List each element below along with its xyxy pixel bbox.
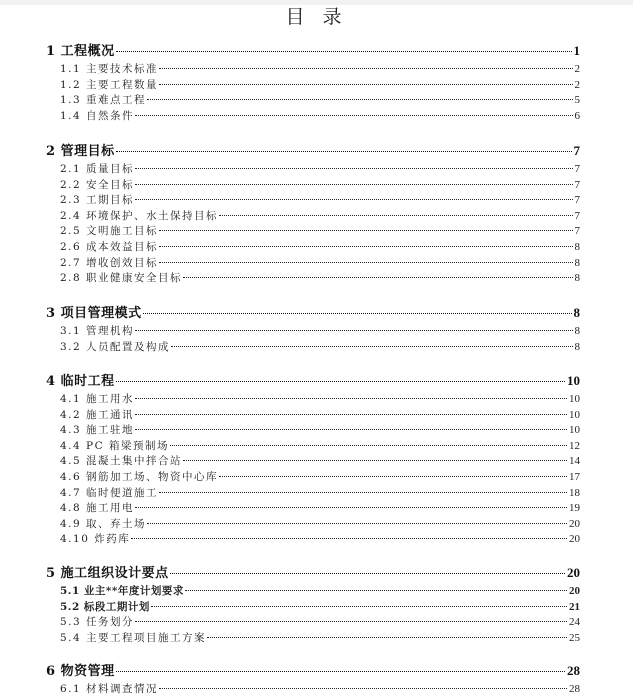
- dot-leader: [219, 475, 567, 477]
- dot-leader: [135, 506, 567, 508]
- toc-page-number: 8: [574, 340, 580, 353]
- toc-page-number: 7: [574, 225, 580, 238]
- toc-entry-label: 4.1 施工用水: [60, 393, 135, 405]
- toc-subsection-2-7[interactable]: [0, 255, 633, 270]
- toc-entry-label: 1.2 主要工程数量: [60, 78, 159, 91]
- toc-page-number: 7: [573, 143, 580, 158]
- toc-section-1[interactable]: [0, 40, 633, 59]
- toc-section-2[interactable]: [0, 140, 633, 159]
- toc-entry-label: 4.3 施工驻地: [60, 424, 135, 437]
- toc-page-number: 8: [574, 325, 580, 337]
- toc-subsection-5-1[interactable]: [0, 583, 633, 598]
- toc-page-number: 28: [569, 683, 580, 695]
- dot-leader: [116, 50, 572, 52]
- toc-entry-label: 4 临时工程: [46, 374, 115, 389]
- dot-leader: [116, 380, 565, 382]
- dot-leader: [135, 167, 572, 169]
- toc-entry-label: 4.7 临时便道施工: [60, 486, 159, 499]
- toc-page-number: 25: [569, 631, 580, 644]
- toc-subsection-4-4[interactable]: [0, 438, 633, 453]
- toc-subsection-4-7[interactable]: [0, 485, 633, 500]
- toc-entry-label: 3.1 管理机构: [60, 325, 135, 337]
- toc-entry-label: 5.1 业主**年度计划要求: [60, 585, 184, 597]
- toc-page-number: 8: [574, 256, 580, 269]
- page-title: 目 录: [285, 6, 348, 28]
- toc-entry-label: 4.5 混凝土集中拌合站: [60, 455, 183, 468]
- toc-entry-label: 6 物资管理: [46, 664, 115, 679]
- toc-subsection-2-3[interactable]: [0, 192, 633, 207]
- dot-leader: [170, 572, 565, 574]
- toc-entry-label: 3.2 人员配置及构成: [60, 340, 171, 353]
- toc-page-number: 19: [569, 502, 580, 515]
- dot-leader: [135, 413, 567, 415]
- dot-leader: [159, 83, 572, 85]
- toc-entry-label: 4.8 施工用电: [60, 502, 135, 515]
- toc-page-number: 12: [569, 439, 580, 452]
- toc-page-number: 20: [569, 585, 580, 597]
- toc-subsection-1-2[interactable]: [0, 77, 633, 92]
- toc-subsection-4-3[interactable]: [0, 422, 633, 437]
- toc-page-number: 21: [569, 600, 580, 613]
- dot-leader: [207, 636, 567, 638]
- toc-entry-label: 2.4 环境保护、水土保持目标: [60, 209, 219, 222]
- toc-subsection-6-1[interactable]: [0, 681, 633, 696]
- toc-section-3[interactable]: [0, 302, 633, 321]
- dot-leader: [135, 620, 567, 622]
- toc-subsection-1-3[interactable]: [0, 92, 633, 107]
- dot-leader: [135, 198, 572, 200]
- toc-subsection-4-5[interactable]: [0, 453, 633, 468]
- toc-entry-label: 2.7 增收创效目标: [60, 256, 159, 269]
- toc-entry-label: 1.3 重难点工程: [60, 94, 147, 107]
- dot-leader: [135, 329, 572, 331]
- toc-page-number: 20: [569, 517, 580, 530]
- toc-page-number: 7: [574, 178, 580, 191]
- toc-entry-label: 1.1 主要技术标准: [60, 63, 159, 75]
- toc-section-6[interactable]: [0, 660, 633, 679]
- toc-entry-label: 6.1 材料调查情况: [60, 683, 159, 695]
- toc-subsection-4-10[interactable]: [0, 531, 633, 546]
- toc-entry-label: 2.8 职业健康安全目标: [60, 272, 183, 285]
- toc-page-number: 7: [574, 194, 580, 207]
- toc-entry-label: 4.2 施工通讯: [60, 408, 135, 421]
- toc-entry-label: 2.1 质量目标: [60, 163, 135, 175]
- toc-entry-label: 2.5 文明施工目标: [60, 225, 159, 238]
- dot-leader: [116, 150, 572, 152]
- toc-subsection-5-2[interactable]: [0, 599, 633, 614]
- toc-subsection-2-2[interactable]: [0, 177, 633, 192]
- toc-subsection-2-6[interactable]: [0, 239, 633, 254]
- dot-leader: [116, 670, 565, 672]
- dot-leader: [159, 687, 567, 689]
- toc-subsection-2-1[interactable]: [0, 161, 633, 176]
- toc-subsection-4-1[interactable]: [0, 391, 633, 406]
- dot-leader: [159, 67, 572, 69]
- toc-page-number: 24: [569, 616, 580, 629]
- toc-entry-label: 2.2 安全目标: [60, 178, 135, 191]
- toc-page-number: 28: [567, 663, 580, 678]
- toc-entry-label: 5 施工组织设计要点: [46, 566, 169, 581]
- toc-subsection-4-9[interactable]: [0, 516, 633, 531]
- dot-leader: [147, 522, 567, 524]
- dot-leader: [131, 537, 567, 539]
- toc-page-number: 8: [574, 272, 580, 285]
- toc-page-number: 10: [569, 408, 580, 421]
- dot-leader: [183, 276, 572, 278]
- toc-page-number: 1: [573, 43, 580, 58]
- toc-subsection-1-1[interactable]: [0, 61, 633, 76]
- toc-page-number: 7: [574, 163, 580, 175]
- dot-leader: [159, 229, 572, 231]
- toc-subsection-5-3[interactable]: [0, 614, 633, 629]
- toc-subsection-2-8[interactable]: [0, 270, 633, 285]
- toc-subsection-2-4[interactable]: [0, 208, 633, 223]
- toc-page-number: 10: [569, 393, 580, 405]
- toc-page-number: 6: [574, 109, 580, 122]
- toc-page-number: 5: [574, 94, 580, 107]
- toc-entry-label: 1 工程概况: [46, 44, 115, 59]
- dot-leader: [143, 312, 572, 314]
- toc-page-number: 10: [567, 373, 580, 388]
- toc-page-number: 2: [574, 63, 580, 75]
- dot-leader: [151, 605, 567, 607]
- toc-entry-label: 4.10 炸药库: [60, 533, 131, 546]
- toc-page-number: 7: [574, 209, 580, 222]
- toc-entry-label: 1.4 自然条件: [60, 109, 135, 122]
- toc-page-number: 10: [569, 424, 580, 437]
- toc-page-number: 8: [573, 305, 580, 320]
- dot-leader: [170, 444, 567, 446]
- toc-subsection-3-1[interactable]: [0, 323, 633, 338]
- toc-entry-label: 2.6 成本效益目标: [60, 241, 159, 253]
- dot-leader: [135, 183, 572, 185]
- dot-leader: [159, 261, 572, 263]
- toc-subsection-4-6[interactable]: [0, 469, 633, 484]
- dot-leader: [147, 98, 572, 100]
- toc-entry-label: 4.6 钢筋加工场、物资中心库: [60, 471, 219, 483]
- toc-entry-label: 5.4 主要工程项目施工方案: [60, 631, 207, 644]
- toc-subsection-5-4[interactable]: [0, 630, 633, 645]
- toc-page-number: 20: [569, 533, 580, 546]
- toc-entry-label: 4.9 取、弃土场: [60, 517, 147, 530]
- toc-entry-label: 2 管理目标: [46, 144, 115, 159]
- dot-leader: [159, 245, 572, 247]
- toc-section-5[interactable]: [0, 562, 633, 581]
- toc-page-number: 8: [574, 241, 580, 253]
- toc-subsection-2-5[interactable]: [0, 223, 633, 238]
- toc-entry-label: 4.4 PC 箱梁预制场: [60, 439, 169, 452]
- dot-leader: [135, 397, 567, 399]
- toc-entry-label: 5.2 标段工期计划: [60, 600, 150, 613]
- toc-page-number: 17: [569, 471, 580, 483]
- toc-subsection-1-4[interactable]: [0, 108, 633, 123]
- dot-leader: [159, 491, 567, 493]
- dot-leader: [185, 589, 567, 591]
- dot-leader: [135, 114, 572, 116]
- toc-entry-label: 2.3 工期目标: [60, 194, 135, 207]
- dot-leader: [171, 345, 572, 347]
- toc-subsection-4-8[interactable]: [0, 500, 633, 515]
- toc-page-number: 20: [567, 565, 580, 580]
- dot-leader: [219, 214, 572, 216]
- toc-entry-label: 5.3 任务划分: [60, 616, 135, 629]
- toc-entry-label: 3 项目管理模式: [46, 306, 142, 321]
- toc-subsection-4-2[interactable]: [0, 407, 633, 422]
- toc-page-number: 14: [569, 455, 580, 468]
- toc-subsection-3-2[interactable]: [0, 339, 633, 354]
- toc-page-number: 2: [574, 78, 580, 91]
- toc-page-number: 18: [569, 486, 580, 499]
- toc-section-4[interactable]: [0, 370, 633, 389]
- dot-leader: [135, 428, 567, 430]
- dot-leader: [183, 459, 567, 461]
